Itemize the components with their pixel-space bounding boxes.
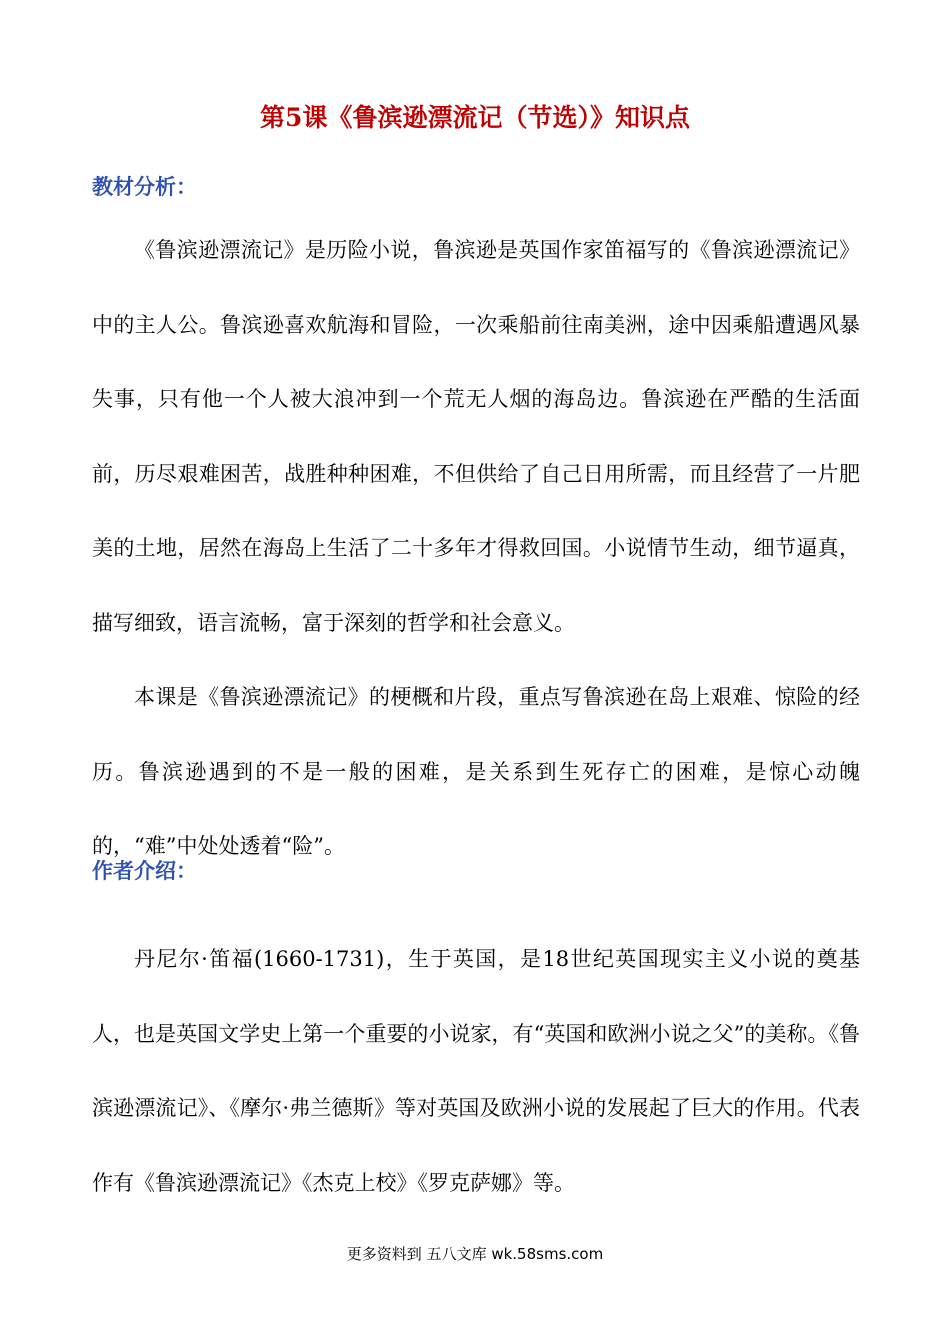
section-heading-textbook-analysis: 教材分析： [92, 174, 197, 199]
footer-source-note: 更多资料到 五八文库 wk.58sms.com [346, 1245, 604, 1263]
section-heading-author-intro: 作者介绍： [92, 858, 197, 883]
paragraph-lesson-focus: 本课是《鲁滨逊漂流记》的梗概和片段，重点写鲁滨逊在岛上艰难、惊险的经历。鲁滨逊遇到的不是一般的困难，是关系到生死存亡的困难，是惊心动魄的，“难”中处处透着“险”。 [92, 685, 860, 858]
paragraph-author-bio: 丹尼尔·笛福(1660-1731)，生于英国，是18世纪英国现实主义小说的奠基人，也是英国文学史上第一个重要的小说家，有“英国和欧洲小说之父”的美称。《鲁滨逊漂流记》、《摩尔·弗兰德斯》等对英国及欧洲小说的发展起了巨大的作用。代表作有《鲁滨逊漂流记》《杰克上校》《罗克萨娜》等。 [92, 947, 860, 1195]
paragraph-novel-summary: 《鲁滨逊漂流记》是历险小说，鲁滨逊是英国作家笛福写的《鲁滨逊漂流记》中的主人公。鲁滨逊喜欢航海和冒险，一次乘船前往南美洲，途中因乘船遭遇风暴失事，只有他一个人被大浪冲到一个荒无人烟的海岛边。鲁滨逊在严酷的生活面前，历尽艰难困苦，战胜种种困难，不但供给了自己日用所需，而且经营了一片肥美的土地，居然在海岛上生活了二十多年才得救回国。小说情节生动，细节逼真，描写细致，语言流畅，富于深刻的哲学和社会意义。 [92, 238, 860, 635]
document-title: 第5课《鲁滨逊漂流记（节选）》知识点 [260, 103, 690, 132]
